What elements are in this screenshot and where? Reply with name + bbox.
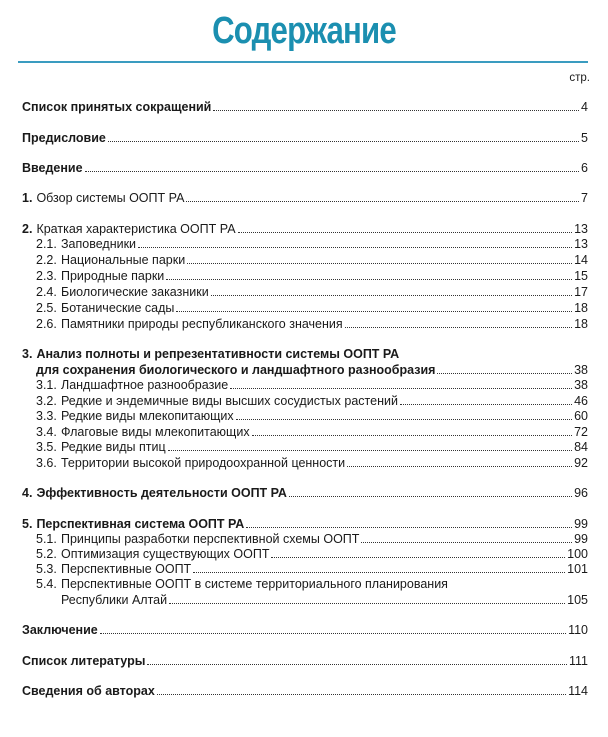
toc-entry-title: Национальные парки: [61, 253, 186, 267]
toc-entry-preface[interactable]: [22, 130, 588, 146]
leader-dots: [400, 404, 572, 405]
toc-entry-title: Обзор системы ООПТ РА: [36, 191, 185, 205]
leader-dots: [176, 311, 572, 312]
toc-entry-page: 114: [568, 684, 588, 698]
leader-dots: [108, 141, 579, 142]
toc-subentry[interactable]: [36, 546, 588, 562]
toc-entry-number: 2.4.: [36, 285, 57, 299]
leader-dots: [361, 542, 572, 543]
toc-entry-number: 2.6.: [36, 317, 57, 331]
toc-entry-number: 3.3.: [36, 409, 57, 423]
toc-entry-title: Биологические заказники: [61, 285, 209, 299]
toc-subentry[interactable]: [36, 268, 588, 284]
toc-entry-number: 3.1.: [36, 378, 57, 392]
leader-dots: [246, 527, 572, 528]
toc-entry-page: 99: [574, 532, 588, 546]
toc-entry-title: Предисловие: [22, 131, 106, 145]
toc-entry-number: 3.: [22, 347, 33, 361]
toc-entry-title: Флаговые виды млекопитающих: [61, 425, 250, 439]
toc-entry-number: 5.2.: [36, 547, 57, 561]
toc-entry-page: 60: [574, 409, 588, 423]
toc-entry-chapter-3-line1[interactable]: [22, 346, 399, 362]
leader-dots: [347, 466, 572, 467]
toc-entry-page: 46: [574, 394, 588, 408]
toc-subentry[interactable]: [36, 439, 588, 455]
leader-dots: [211, 295, 572, 296]
toc-entry-title: Оптимизация существующих ООПТ: [61, 547, 270, 561]
toc-entry-number: 2.1.: [36, 237, 57, 251]
toc-subentry[interactable]: [36, 424, 588, 440]
leader-dots: [186, 201, 579, 202]
toc-entry-title: Редкие виды млекопитающих: [61, 409, 234, 423]
toc-entry-page: 14: [574, 253, 588, 267]
leader-dots: [230, 388, 572, 389]
leader-dots: [169, 603, 565, 604]
toc-entry-title-continued: Республики Алтай: [61, 593, 168, 607]
toc-subentry[interactable]: [36, 316, 588, 332]
toc-entry-chapter-3[interactable]: [36, 362, 588, 378]
toc-entry-page: 7: [581, 191, 588, 205]
toc-subentry-line1[interactable]: [36, 576, 448, 592]
toc-entry-chapter-5[interactable]: [22, 516, 588, 532]
toc-entry-title: Сведения об авторах: [22, 684, 155, 698]
leader-dots: [100, 633, 566, 634]
toc-entry-title: Список литературы: [22, 654, 146, 668]
toc-entry-title: Заключение: [22, 623, 98, 637]
leader-dots: [271, 557, 565, 558]
toc-entry-title-continued: для сохранения биологического и ландшафтного разнообразия: [36, 363, 436, 377]
toc-entry-page: 111: [568, 654, 588, 668]
toc-entry-number: 5.1.: [36, 532, 57, 546]
leader-dots: [213, 110, 579, 111]
toc-entry-title: Список принятых сокращений: [22, 100, 212, 114]
toc-entry-number: 5.3.: [36, 562, 57, 576]
toc-subentry[interactable]: [36, 284, 588, 300]
toc-entry-title: Памятники природы республиканского значения: [61, 317, 343, 331]
toc-entry-chapter-1[interactable]: [22, 190, 588, 206]
toc-entry-introduction[interactable]: [22, 160, 588, 176]
toc-entry-authors[interactable]: [22, 683, 588, 699]
toc-entry-page: 84: [574, 440, 588, 454]
leader-dots: [138, 247, 572, 248]
toc-subentry[interactable]: [36, 377, 588, 393]
toc-subentry[interactable]: [36, 455, 588, 471]
leader-dots: [236, 419, 573, 420]
leader-dots: [187, 263, 572, 264]
toc-entry-page: 13: [574, 237, 588, 251]
toc-entry-title: Территории высокой природоохранной ценности: [61, 456, 346, 470]
toc-entry-page: 72: [574, 425, 588, 439]
toc-entry-page: 38: [574, 378, 588, 392]
leader-dots: [157, 694, 566, 695]
leader-dots: [289, 496, 572, 497]
leader-dots: [345, 327, 572, 328]
toc-entry-title: Редкие виды птиц: [61, 440, 166, 454]
toc-entry-number: 2.2.: [36, 253, 57, 267]
toc-entry-title: Природные парки: [61, 269, 165, 283]
toc-entry-title: Перспективные ООПТ: [61, 562, 192, 576]
toc-entry-page: 15: [574, 269, 588, 283]
toc-entry-title: Ландшафтное разнообразие: [61, 378, 229, 392]
toc-entry-page: 110: [568, 623, 588, 637]
toc-entry-page: 96: [574, 486, 588, 500]
title-underline: [18, 61, 588, 63]
toc-entry-page: 92: [574, 456, 588, 470]
toc-entry-title: Редкие и эндемичные виды высших сосудистых растений: [61, 394, 398, 408]
toc-subentry[interactable]: [36, 408, 588, 424]
toc-entry-title: Заповедники: [61, 237, 137, 251]
toc-entry-chapter-4[interactable]: [22, 485, 588, 501]
leader-dots: [168, 450, 572, 451]
toc-entry-abbreviations[interactable]: [22, 99, 588, 115]
toc-entry-page: 6: [581, 161, 588, 175]
leader-dots: [252, 435, 573, 436]
toc-entry-number: 2.5.: [36, 301, 57, 315]
toc-entry-page: 99: [574, 517, 588, 531]
toc-entry-number: 1.: [22, 191, 33, 205]
toc-entry-page: 100: [567, 547, 588, 561]
toc-entry-page: 18: [574, 317, 588, 331]
toc-subentry[interactable]: [61, 592, 588, 608]
toc-entry-page: 18: [574, 301, 588, 315]
toc-entry-page: 17: [574, 285, 588, 299]
toc-entry-number: 5.4.: [36, 577, 57, 591]
toc-entry-title: Перспективные ООПТ в системе территориального планирования: [61, 577, 448, 591]
toc-subentry[interactable]: [36, 252, 588, 268]
leader-dots: [147, 664, 567, 665]
leader-dots: [238, 232, 573, 233]
toc-entry-number: 3.5.: [36, 440, 57, 454]
toc-entry-page: 101: [567, 562, 588, 576]
leader-dots: [193, 572, 565, 573]
toc-entry-number: 2.3.: [36, 269, 57, 283]
toc-entry-conclusion[interactable]: [22, 622, 588, 638]
toc-entry-number: 4.: [22, 486, 33, 500]
leader-dots: [85, 171, 579, 172]
page-column-label: стр.: [569, 72, 590, 84]
toc-entry-title: Краткая характеристика ООПТ РА: [36, 222, 236, 236]
toc-entry-number: 3.2.: [36, 394, 57, 408]
toc-entry-references[interactable]: [22, 653, 588, 669]
toc-entry-page: 38: [574, 363, 588, 377]
toc-subentry[interactable]: [36, 531, 588, 547]
toc-entry-title: Эффективность деятельности ООПТ РА: [36, 486, 287, 500]
toc-subentry[interactable]: [36, 236, 588, 252]
toc-entry-chapter-2[interactable]: [22, 221, 588, 237]
toc-entry-page: 105: [567, 593, 588, 607]
toc-entry-page: 5: [581, 131, 588, 145]
toc-entry-number: 2.: [22, 222, 33, 236]
leader-dots: [166, 279, 572, 280]
toc-entry-title: Анализ полноты и репрезентативности системы ООПТ РА: [36, 347, 400, 361]
page-title: Содержание: [212, 10, 396, 52]
toc-entry-title: Принципы разработки перспективной схемы ООПТ: [61, 532, 360, 546]
toc-entry-number: 3.4.: [36, 425, 57, 439]
toc-entry-title: Перспективная система ООПТ РА: [36, 517, 245, 531]
toc-subentry[interactable]: [36, 300, 588, 316]
toc-entry-page: 13: [574, 222, 588, 236]
toc-entry-title: Введение: [22, 161, 83, 175]
toc-subentry[interactable]: [36, 561, 588, 577]
toc-subentry[interactable]: [36, 393, 588, 409]
toc-entry-number: 3.6.: [36, 456, 57, 470]
toc-entry-title: Ботанические сады: [61, 301, 175, 315]
toc-entry-page: 4: [581, 100, 588, 114]
leader-dots: [437, 373, 572, 374]
toc-entry-number: 5.: [22, 517, 33, 531]
